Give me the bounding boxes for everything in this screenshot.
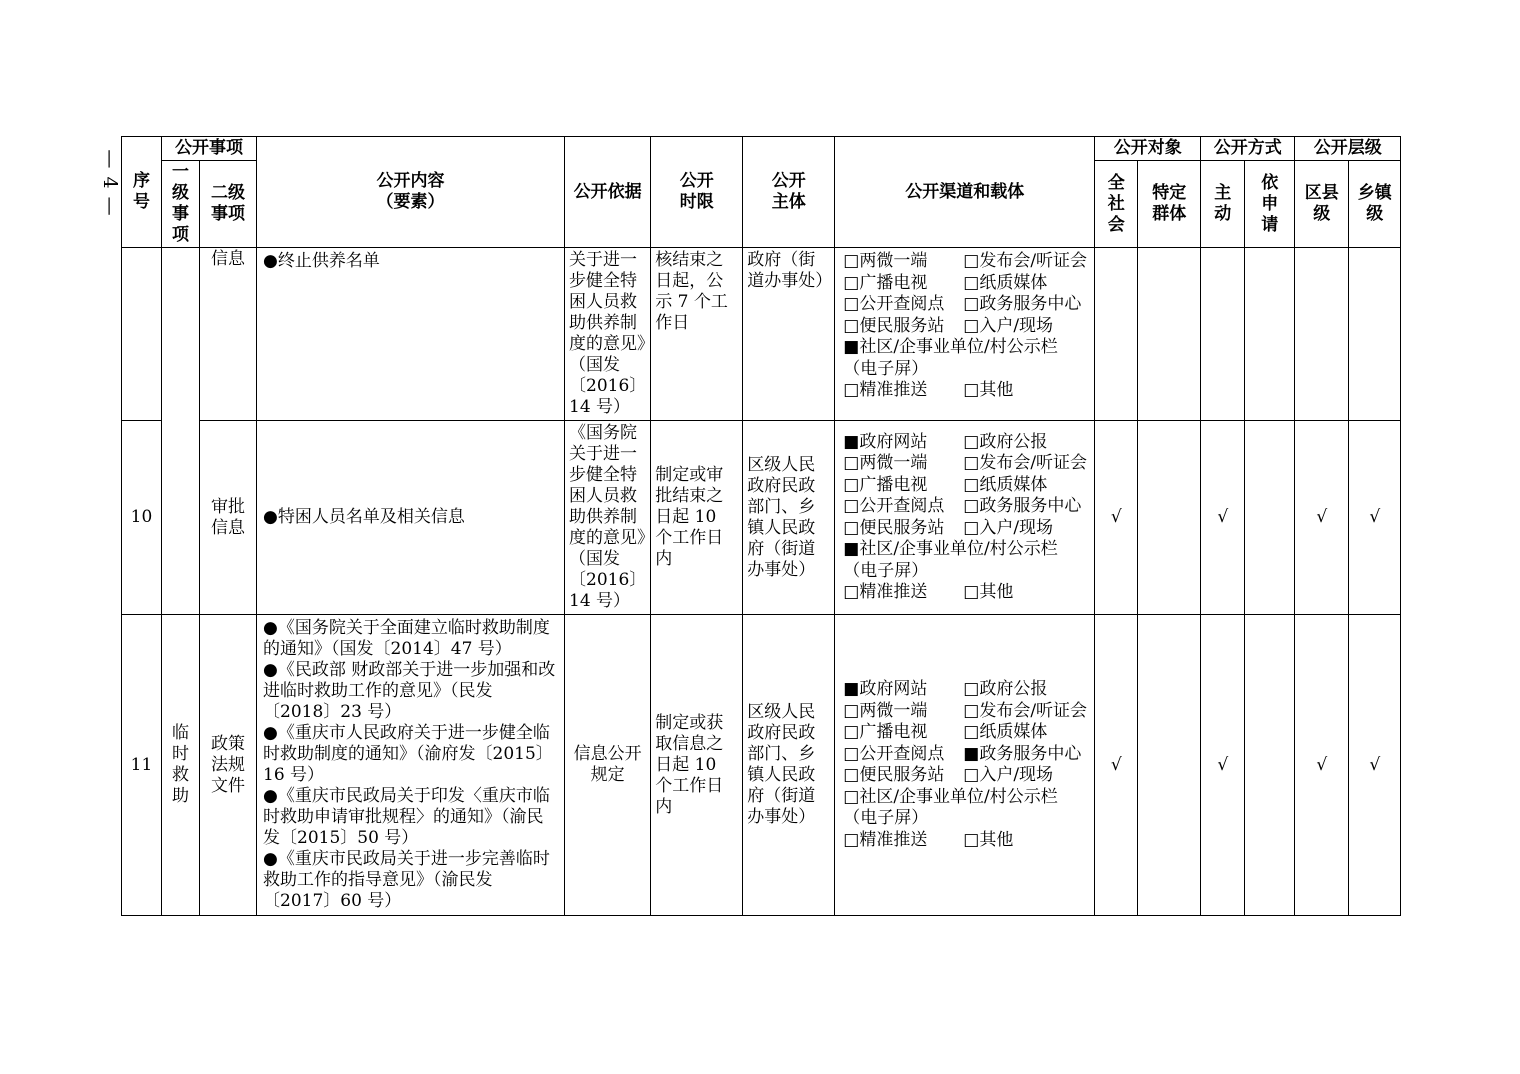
- unchecked-box-item: □发布会/听证会: [963, 251, 1088, 271]
- cell-content: [257, 248, 565, 421]
- col-header-level2-item: 二级事项: [200, 161, 257, 248]
- unchecked-box-item: □广播电视: [843, 474, 928, 495]
- cell-check-specific-group: [1138, 248, 1201, 421]
- content-bullet: ●《民政部 财政部关于进一步加强和改进临时救助工作的意见》（民发〔2018〕23 号）: [263, 660, 556, 722]
- col-header-content: 公开内容 （要素）: [257, 137, 565, 248]
- col-header-disclosure-items: 公开事项: [162, 137, 257, 161]
- unchecked-box-item: □广播电视: [843, 272, 928, 293]
- col-header-time-limit: 公开时限: [651, 137, 743, 248]
- content-bullet: ●《重庆市民政局关于印发〈重庆市临时救助申请审批规程〉的通知》（渝民发〔2015〕50 号）: [263, 786, 550, 848]
- unchecked-box-item: □两微一端: [843, 251, 928, 271]
- cell-time-limit: 核结束之日起，公示 7 个工作日: [651, 248, 743, 421]
- cell-serial: [122, 248, 162, 421]
- unchecked-box-item: □入户/现场: [963, 765, 1054, 785]
- unchecked-box-item: □社区/企事业单位/村公示栏: [843, 786, 1058, 807]
- channel-line: [843, 294, 1090, 316]
- cell-check-all-society: √: [1095, 421, 1138, 615]
- channel-line: [843, 744, 1090, 766]
- checked-box-item: ■政府网站: [843, 679, 928, 699]
- unchecked-box-item: □发布会/听证会: [963, 700, 1088, 721]
- unchecked-box-item: □入户/现场: [963, 517, 1054, 538]
- cell-channels: [835, 615, 1095, 916]
- cell-basis: 信息公开规定: [565, 615, 651, 916]
- cell-serial: 11: [122, 615, 162, 916]
- channel-line: [843, 518, 1090, 540]
- col-header-district-level: 区县级: [1295, 161, 1349, 248]
- cell-check-on-request: [1245, 615, 1295, 916]
- col-header-on-request: 依申请: [1245, 161, 1295, 248]
- unchecked-box-item: □便民服务站: [843, 517, 945, 538]
- channel-text: （电子屏）: [843, 808, 929, 828]
- channel-line: [843, 453, 1090, 475]
- col-header-level: 公开层级: [1295, 137, 1401, 161]
- col-header-proactive: 主动: [1201, 161, 1245, 248]
- cell-check-specific-group: [1138, 421, 1201, 615]
- disclosure-table: [121, 136, 1401, 916]
- channel-line: [843, 830, 1090, 852]
- cell-level1-item: 临时救助: [162, 615, 200, 916]
- cell-level1-item: [162, 248, 200, 615]
- table-row: [122, 615, 1401, 916]
- cell-content: [257, 421, 565, 615]
- unchecked-box-item: □精准推送: [843, 582, 928, 602]
- cell-check-township: √: [1349, 421, 1401, 615]
- cell-check-on-request: [1245, 248, 1295, 421]
- channel-line: [843, 475, 1090, 497]
- col-header-level1-item: 一级事项: [162, 161, 200, 248]
- cell-level2-item: 信息: [200, 248, 257, 421]
- unchecked-box-item: □其他: [963, 380, 1014, 400]
- cell-subject: 政府（街道办事处）: [743, 248, 835, 421]
- channel-text: （电子屏）: [843, 560, 929, 581]
- channel-line: [843, 273, 1090, 295]
- cell-subject: 区级人民政府民政部门、乡镇人民政府（街道办事处）: [743, 615, 835, 916]
- unchecked-box-item: □广播电视: [843, 722, 928, 742]
- content-bullet: ●《国务院关于全面建立临时救助制度的通知》（国发〔2014〕47 号）: [263, 618, 550, 659]
- cell-subject: 区级人民政府民政部门、乡镇人民政府（街道办事处）: [743, 421, 835, 615]
- unchecked-box-item: □精准推送: [843, 829, 928, 850]
- unchecked-box-item: □政务服务中心: [963, 294, 1082, 314]
- col-header-subject: 公开主体: [743, 137, 835, 248]
- cell-check-all-society: [1095, 248, 1138, 421]
- unchecked-box-item: □政府公报: [963, 679, 1048, 699]
- unchecked-box-item: □纸质媒体: [963, 722, 1048, 742]
- unchecked-box-item: □发布会/听证会: [963, 453, 1088, 473]
- cell-channels: [835, 421, 1095, 615]
- unchecked-box-item: □精准推送: [843, 380, 928, 400]
- channel-line: [843, 808, 1090, 830]
- cell-basis: 关于进一步健全特困人员救助供养制度的意见》（国发〔2016〕14 号）: [565, 248, 651, 421]
- cell-check-proactive: √: [1201, 615, 1245, 916]
- channel-line: [843, 765, 1090, 787]
- col-header-basis: 公开依据: [565, 137, 651, 248]
- cell-check-district: √: [1295, 421, 1349, 615]
- checked-box-item: ■政府网站: [843, 431, 928, 452]
- channel-text: （电子屏）: [843, 358, 929, 379]
- cell-time-limit: 制定或审批结束之日起 10 个工作日内: [651, 421, 743, 615]
- col-header-all-society: 全社会: [1095, 161, 1138, 248]
- col-header-audience: 公开对象: [1095, 137, 1201, 161]
- unchecked-box-item: □其他: [963, 829, 1014, 850]
- content-bullet: ●《重庆市民政局关于进一步完善临时救助工作的指导意见》（渝民发〔2017〕60 号）: [263, 849, 550, 911]
- unchecked-box-item: □公开查阅点: [843, 743, 945, 764]
- channel-line: [843, 359, 1090, 381]
- col-header-specific-group: 特定群体: [1138, 161, 1201, 248]
- cell-basis: 《国务院关于进一步健全特困人员救助供养制度的意见》（国发〔2016〕14 号）: [565, 421, 651, 615]
- channel-line: [843, 432, 1090, 454]
- unchecked-box-item: □其他: [963, 582, 1014, 602]
- cell-level2-item: 政策法规文件: [200, 615, 257, 916]
- cell-check-on-request: [1245, 421, 1295, 615]
- table-row: [122, 421, 1401, 615]
- channel-line: [843, 380, 1090, 402]
- channel-line: [843, 701, 1090, 723]
- col-header-method: 公开方式: [1201, 137, 1295, 161]
- cell-check-district: √: [1295, 615, 1349, 916]
- channel-line: [843, 561, 1090, 583]
- cell-check-specific-group: [1138, 615, 1201, 916]
- cell-check-proactive: [1201, 248, 1245, 421]
- channel-line: [843, 316, 1090, 338]
- cell-check-district: [1295, 248, 1349, 421]
- cell-check-proactive: √: [1201, 421, 1245, 615]
- unchecked-box-item: □纸质媒体: [963, 474, 1048, 495]
- checked-box-item: ■社区/企事业单位/村公示栏: [843, 337, 1058, 357]
- checked-box-item: ■政务服务中心: [963, 743, 1082, 764]
- channel-line: [843, 722, 1090, 744]
- unchecked-box-item: □入户/现场: [963, 315, 1054, 336]
- content-bullet: ●《重庆市人民政府关于进一步健全临时救助制度的通知》（渝府发〔2015〕16 号）: [263, 723, 553, 785]
- col-header-township-level: 乡镇级: [1349, 161, 1401, 248]
- channel-line: [843, 251, 1090, 273]
- unchecked-box-item: □政务服务中心: [963, 496, 1082, 516]
- channel-line: [843, 582, 1090, 604]
- channel-line: [843, 539, 1090, 561]
- cell-content: [257, 615, 565, 916]
- unchecked-box-item: □两微一端: [843, 453, 928, 473]
- cell-level2-item: 审批信息: [200, 421, 257, 615]
- table-row: [122, 248, 1401, 421]
- unchecked-box-item: □政府公报: [963, 431, 1048, 452]
- content-bullet: ●终止供养名单: [263, 251, 380, 271]
- cell-check-township: [1349, 248, 1401, 421]
- page-number: — 4 —: [99, 149, 121, 217]
- unchecked-box-item: □便民服务站: [843, 315, 945, 336]
- unchecked-box-item: □公开查阅点: [843, 496, 945, 516]
- unchecked-box-item: □公开查阅点: [843, 294, 945, 314]
- cell-serial: 10: [122, 421, 162, 615]
- cell-channels: [835, 248, 1095, 421]
- content-bullet: ●特困人员名单及相关信息: [263, 507, 465, 527]
- col-header-channels: 公开渠道和载体: [835, 137, 1095, 248]
- channel-line: [843, 679, 1090, 701]
- cell-check-township: √: [1349, 615, 1401, 916]
- header-row-top: [122, 137, 1401, 161]
- channel-line: [843, 787, 1090, 809]
- unchecked-box-item: □纸质媒体: [963, 272, 1048, 293]
- unchecked-box-item: □便民服务站: [843, 765, 945, 785]
- channel-line: [843, 337, 1090, 359]
- cell-check-all-society: √: [1095, 615, 1138, 916]
- unchecked-box-item: □两微一端: [843, 700, 928, 721]
- col-header-serial: 序号: [122, 137, 162, 248]
- checked-box-item: ■社区/企事业单位/村公示栏: [843, 539, 1058, 559]
- channel-line: [843, 496, 1090, 518]
- cell-time-limit: 制定或获取信息之日起 10 个工作日内: [651, 615, 743, 916]
